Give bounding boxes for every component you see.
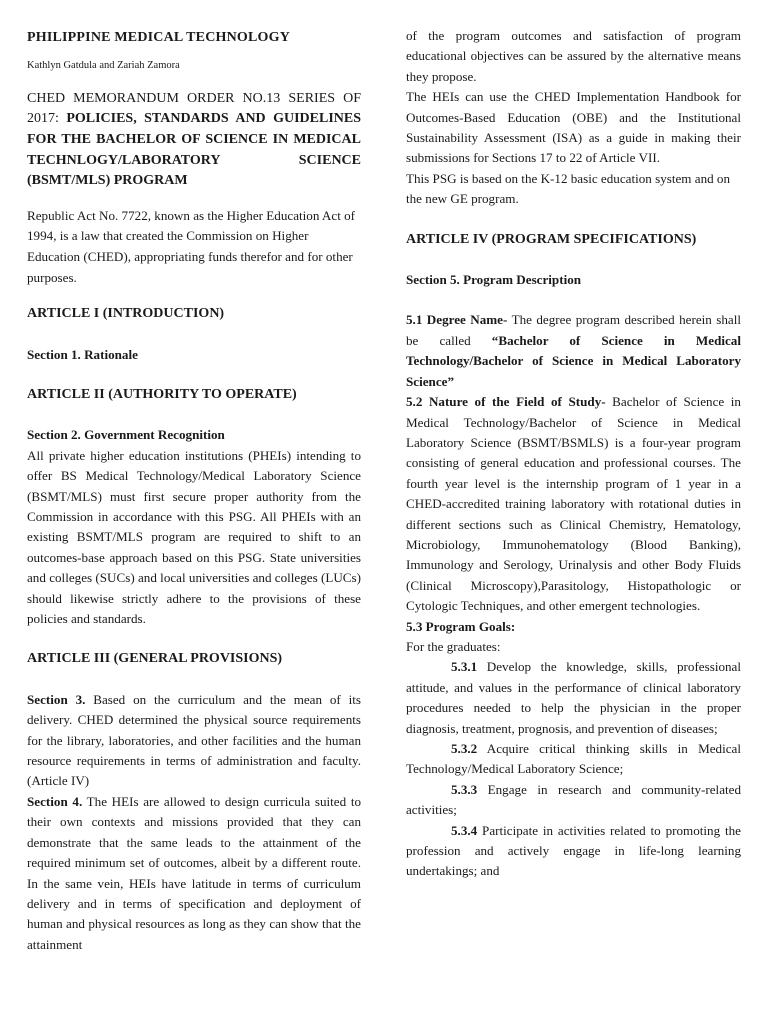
section-4-body: The HEIs are allowed to design curricula suited to their own contexts and missions provided that they can demonstrate that the same leads to the attainment of the required minimum set of outcomes, albeit by a different route. In the same vein, HEIs have latitude in terms of curriculum delivery and in terms of specification and deployment of human and physical resources as long as they can show that the attainment xyxy=(27,793,362,952)
goal-text: Acquire critical thinking skills in Medical Technology/Medical Laboratory Science; xyxy=(406,741,741,777)
memo-prefix: CHED MEMORANDUM ORDER NO.13 SERIES OF 2017: xyxy=(27,90,361,127)
article-2-heading: ARTICLE II (AUTHORITY TO OPERATE) xyxy=(27,386,297,402)
section-3-body: Based on the curriculum and the mean of its delivery. CHED determined the physical source requirements for the library, laboratories, and other facilities and the human resource requirements in terms of administration and faculty. (Article IV) xyxy=(27,691,361,789)
field-of-study-label: 5.2 Nature of the Field of Study- xyxy=(406,394,606,410)
section-3-paragraph xyxy=(27,690,361,792)
field-of-study-body: Bachelor of Science in Medical Technology/Bachelor of Science in Medical Laboratory Science (BSMT/BSMLS) is a four-year program consisting of general education and professional courses. The fourth year level is the internship program of 1 year in a CHED-accredited training laboratory with rotational duties in different sections such as Clinical Chemistry, Hematology, Microbiology, Immunohematology (Blood Banking), Immunology and Serology, Urinalysis and other Body Fluids (Clinical Microscopy),Parasitology, Histopathologic or Cytologic Techniques, and other emergent technologies. xyxy=(406,394,741,614)
goal-item xyxy=(406,821,741,882)
goal-number: 5.3.2 xyxy=(451,741,478,756)
field-of-study-paragraph xyxy=(406,392,741,616)
hei-handbook-paragraph: The HEIs can use the CHED Implementation Handbook for Outcomes-Based Education (OBE) and the Institutional Sustainability Assessment (ISA) as a guide in making their submissions for Sections 17 to 22 of Article VII. xyxy=(406,89,741,166)
republic-act-paragraph: Republic Act No. 7722, known as the Higher Education Act of 1994, is a law that created the Commission on Higher Education (CHED), appropriating funds therefor and for other purposes. xyxy=(27,207,356,285)
program-goals-intro: For the graduates: xyxy=(406,638,501,654)
right-column xyxy=(406,26,741,882)
section-5-heading: Section 5. Program Description xyxy=(406,272,582,288)
psg-basis-paragraph: This PSG is based on the K-12 basic education system and on the new GE program. xyxy=(406,170,731,207)
goal-item xyxy=(406,780,741,821)
goal-number: 5.3.3 xyxy=(451,781,478,797)
article-1-heading: ARTICLE I (INTRODUCTION) xyxy=(27,306,225,322)
authors: Kathlyn Gatdula and Zariah Zamora xyxy=(27,60,180,72)
section-4-continuation: of the program outcomes and satisfaction of program educational objectives can be assured by the alternative means they propose. xyxy=(406,28,741,84)
section-4-label: Section 4. xyxy=(27,793,83,809)
goal-text: Develop the knowledge, skills, professional attitude, and values in the performance of clinical laboratory procedures needed to help the physician in the proper diagnosis, treatment, prognosis, and prevention of diseases; xyxy=(406,659,741,736)
degree-name-paragraph xyxy=(406,310,741,392)
section-4-paragraph xyxy=(27,792,361,955)
degree-name-value: “Bachelor of Science in Medical Technology/Bachelor of Science in Medical Laboratory Science” xyxy=(406,332,741,389)
degree-name-label: 5.1 Degree Name- xyxy=(406,312,508,328)
program-goals-heading: 5.3 Program Goals: xyxy=(406,618,516,634)
memo-heading xyxy=(27,89,361,192)
goal-text: Engage in research and community-related activities; xyxy=(406,781,741,818)
document-title: PHILIPPINE MEDICAL TECHNOLOGY xyxy=(27,30,291,45)
section-2-body: All private higher education institutions (PHEIs) intending to offer BS Medical Technology/Medical Laboratory Science (BSMT/MLS) must first secure proper authority from the Commission in accordance with this PSG. All PHEIs with an existing BSMT/MLS program are required to shift to an outcomes-base approach based on this PSG. State universities and colleges (SUCs) and local universities and colleges (LUCs) should likewise strictly adhere to the provisions of these policies and standards. xyxy=(27,447,361,627)
degree-name-body: The degree program described herein shall be called xyxy=(406,312,742,348)
goal-text: Participate in activities related to promoting the profession and actively engage in life-long learning undertakings; and xyxy=(406,822,741,879)
section-3-label: Section 3. xyxy=(27,691,86,707)
goal-item xyxy=(406,739,741,780)
article-4-heading: ARTICLE IV (PROGRAM SPECIFICATIONS) xyxy=(406,231,697,247)
goal-number: 5.3.4 xyxy=(451,822,478,838)
article-3-heading: ARTICLE III (GENERAL PROVISIONS) xyxy=(27,651,283,667)
goal-item xyxy=(406,657,741,739)
goal-number: 5.3.1 xyxy=(451,659,478,675)
left-column xyxy=(27,28,361,955)
section-1-heading: Section 1. Rationale xyxy=(27,346,138,362)
memo-title: POLICIES, STANDARDS AND GUIDELINES FOR THE BACHELOR OF SCIENCE IN MEDICAL TECHNLOGY/LABORATORY SCIENCE (BSMT/MLS) PROGRAM xyxy=(27,111,361,189)
section-2-heading: Section 2. Government Recognition xyxy=(27,427,225,443)
